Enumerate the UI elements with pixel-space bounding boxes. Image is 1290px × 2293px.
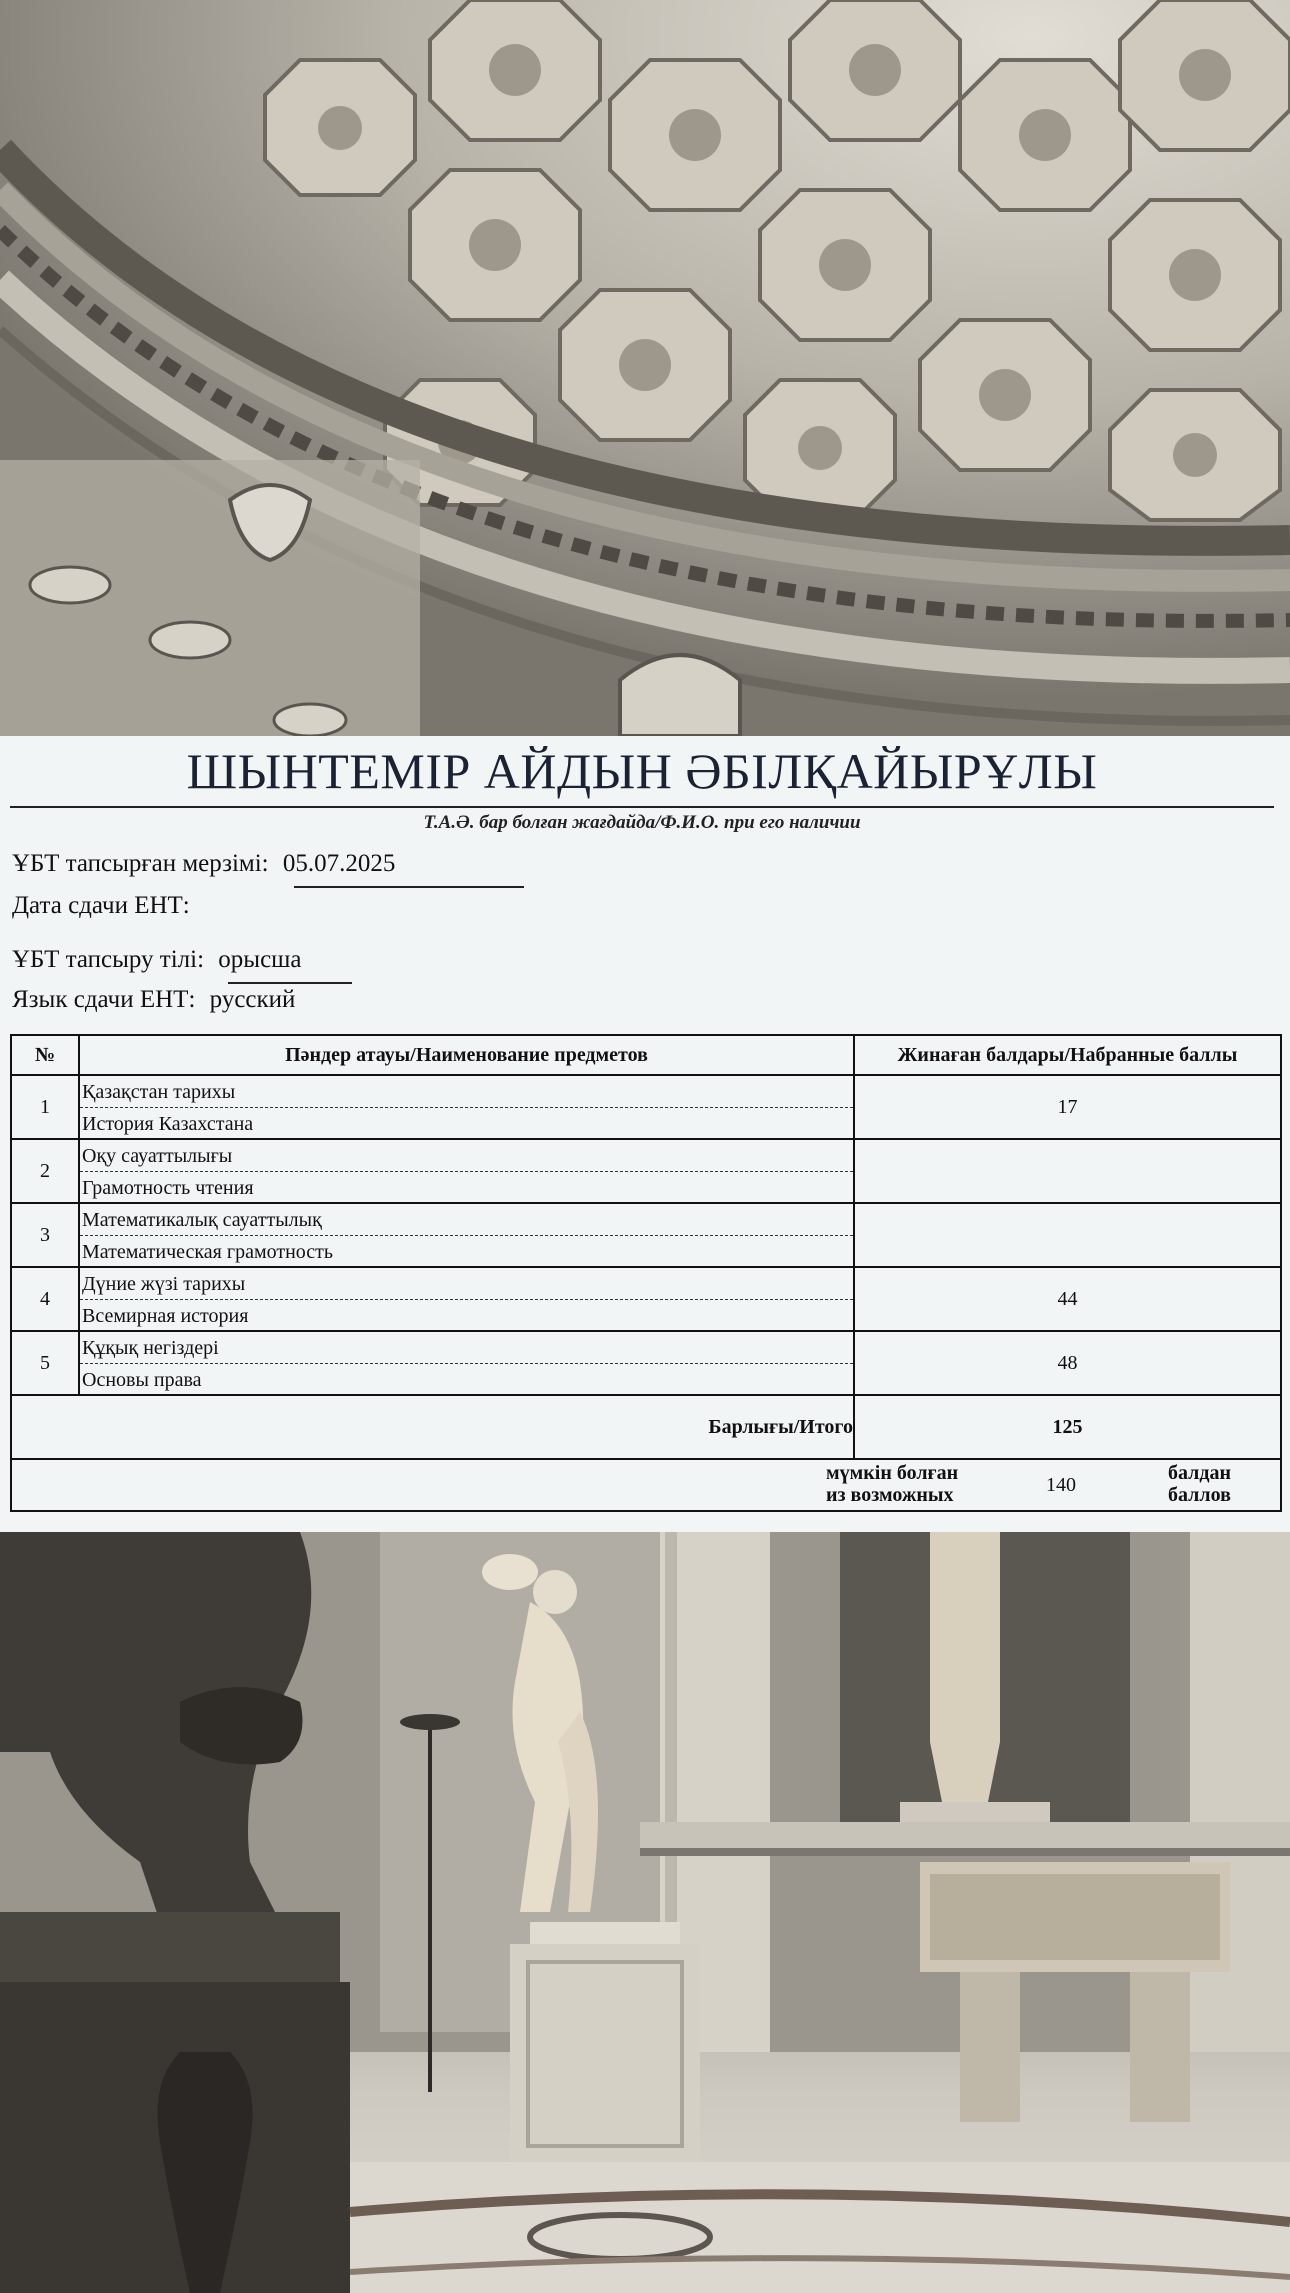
subject-score: 48 [854, 1331, 1281, 1395]
exam-date-value: 05.07.2025 [282, 850, 396, 877]
subject-name-ru: Всемирная история [82, 1304, 249, 1327]
dome-ceiling-photo [0, 0, 1290, 736]
possible-right-kz: балдан [1168, 1462, 1232, 1484]
subject-name-ru: Основы права [82, 1368, 202, 1391]
exam-date-label-ru: Дата сдачи ЕНТ: [12, 892, 190, 919]
possible-max-score: 140 [1046, 1474, 1076, 1496]
possible-right-ru: баллов [1168, 1484, 1231, 1506]
exam-date-underline [294, 886, 524, 888]
table-row [11, 1203, 1281, 1267]
subject-name-ru: Математическая грамотность [82, 1240, 334, 1263]
table-row [11, 1267, 1281, 1331]
scores-table [10, 1034, 1282, 1512]
possible-left-ru: из возможных [826, 1484, 954, 1506]
col-number-header: № [11, 1035, 79, 1075]
subject-name-kz: Қазақстан тарихы [80, 1077, 853, 1108]
ent-certificate [0, 736, 1290, 1532]
subject-name-ru: История Казахстана [82, 1112, 254, 1135]
subject-score [854, 1139, 1281, 1203]
exam-date-label-kz: ҰБТ тапсырған мерзімі: [12, 850, 269, 877]
subject-name-kz: Математикалық сауаттылық [80, 1205, 853, 1236]
exam-language-value-ru: русский [209, 986, 296, 1013]
subject-score: 44 [854, 1267, 1281, 1331]
table-row [11, 1331, 1281, 1395]
subject-cell [79, 1267, 854, 1331]
row-number: 4 [11, 1267, 79, 1331]
subject-name-ru: Грамотность чтения [82, 1176, 254, 1199]
possible-row [11, 1459, 1281, 1511]
subject-cell [79, 1075, 854, 1139]
row-number: 2 [11, 1139, 79, 1203]
exam-language-underline [228, 982, 352, 984]
possible-cell [11, 1459, 1281, 1511]
exam-language-label-kz: ҰБТ тапсыру тілі: [12, 946, 205, 973]
exam-language-row [12, 946, 302, 974]
possible-label-left [826, 1462, 958, 1506]
subject-cell [79, 1203, 854, 1267]
subject-cell [79, 1139, 854, 1203]
full-name-title: ШЫНТЕМІР АЙДЫН ӘБІЛҚАЙЫРҰЛЫ [186, 743, 1098, 799]
col-subject-header: Пәндер атауы/Наименование предметов [79, 1035, 854, 1075]
exam-language-value-kz: орысша [218, 946, 302, 973]
table-row [11, 1075, 1281, 1139]
subject-name-kz: Құқық негіздері [80, 1333, 853, 1364]
subject-score [854, 1203, 1281, 1267]
subject-cell [79, 1331, 854, 1395]
total-label: Барлығы/Итого [11, 1395, 854, 1459]
subject-name-kz: Дүние жүзі тарихы [80, 1269, 853, 1300]
row-number: 5 [11, 1331, 79, 1395]
total-score: 125 [854, 1395, 1281, 1459]
exam-language-label-ru: Язык сдачи ЕНТ: [12, 986, 196, 1013]
title-divider [10, 806, 1274, 808]
total-row [11, 1395, 1281, 1459]
table-row [11, 1139, 1281, 1203]
table-header [11, 1035, 1281, 1075]
exam-language-row-ru [12, 986, 295, 1014]
sculpture-hall-photo [0, 1532, 1290, 2293]
exam-date-row [12, 850, 395, 878]
sculpture-hall-illustration [0, 1532, 1290, 2293]
subject-name-kz: Оқу сауаттылығы [80, 1141, 853, 1172]
row-number: 3 [11, 1203, 79, 1267]
possible-left-kz: мүмкін болған [826, 1462, 959, 1484]
name-caption: Т.А.Ә. бар болған жағдайда/Ф.И.О. при его наличии [423, 812, 861, 833]
col-score-header: Жинаған балдары/Набранные баллы [854, 1035, 1281, 1075]
row-number: 1 [11, 1075, 79, 1139]
coffered-dome-illustration [0, 0, 1290, 736]
subject-score: 17 [854, 1075, 1281, 1139]
possible-label-right [1168, 1462, 1231, 1506]
